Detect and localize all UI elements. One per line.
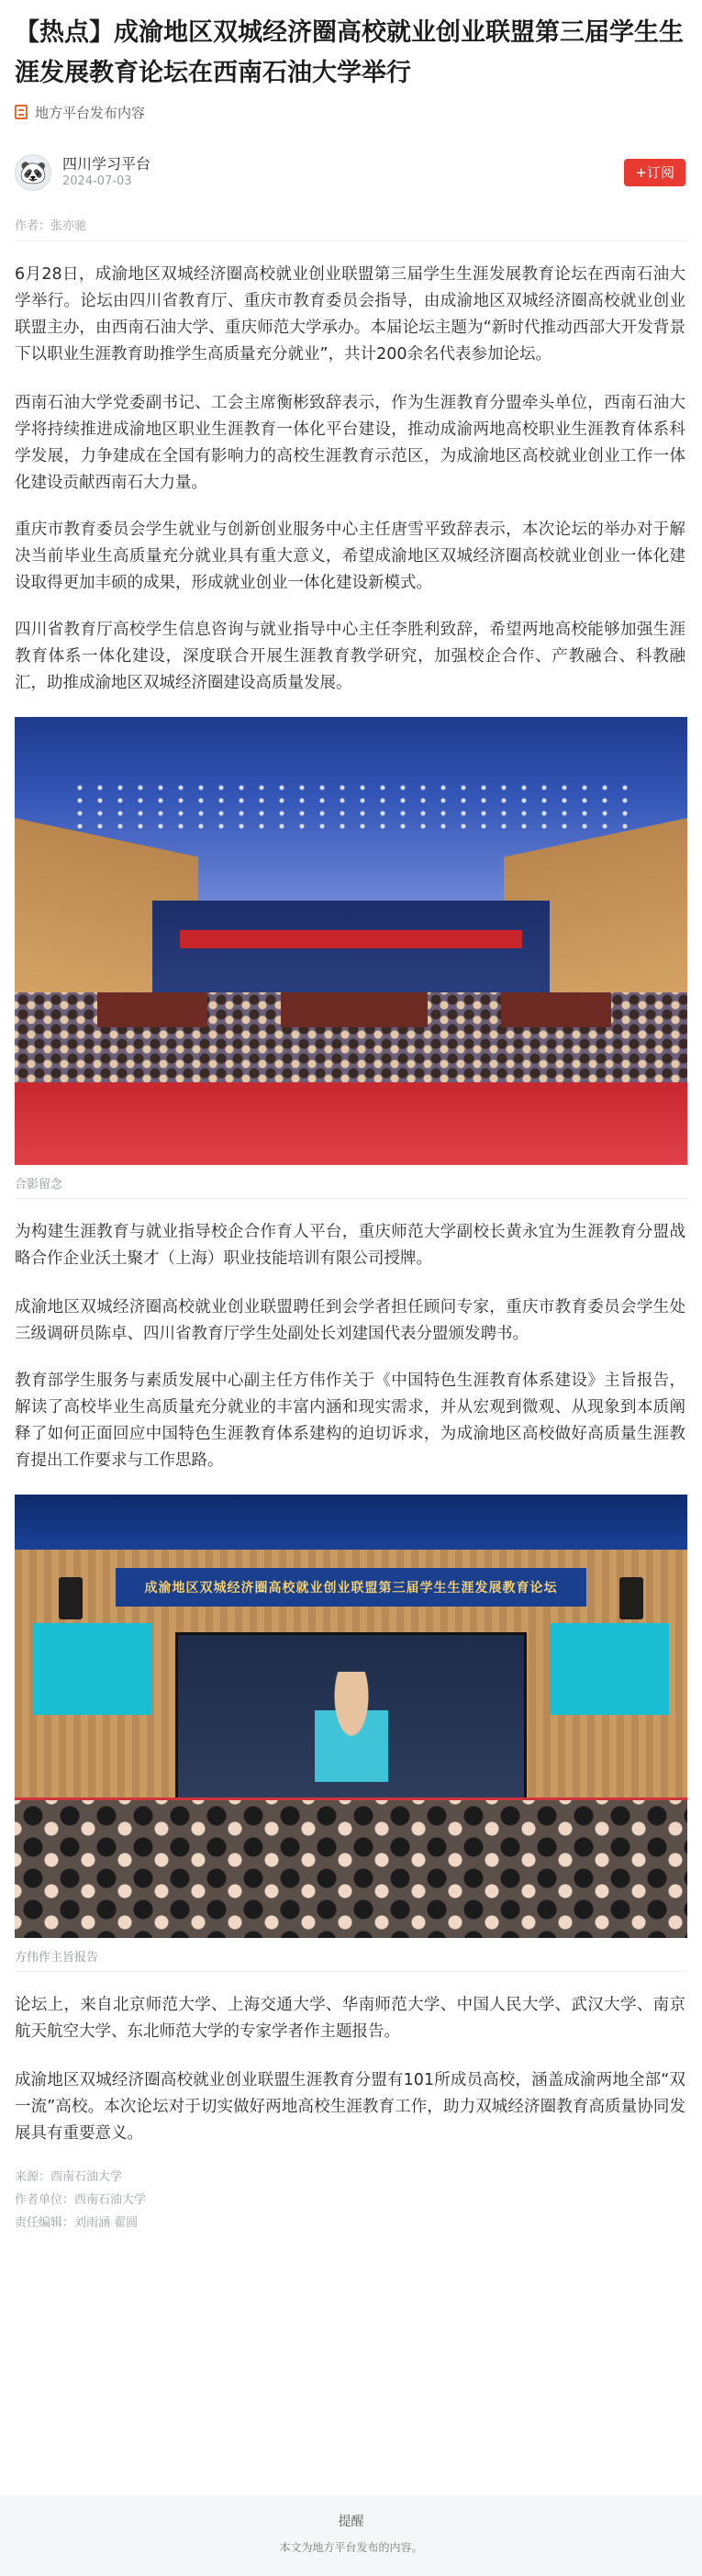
paragraph-6: 成渝地区双城经济圈高校就业创业联盟聘任到会学者担任顾问专家，重庆市教育委员会学生处三级调研员陈卓、四川省教育厅学生处副处长刘建国代表分盟颁发聘书。 [15,1298,685,1343]
photo-desk [281,992,428,1027]
photo-stage [152,901,550,1002]
photo-main-screen [175,1632,527,1802]
speech-photo[interactable] [15,1495,687,1938]
footer-meta [0,2147,702,2234]
photo-speaker-figure [315,1672,388,1782]
subscribe-button[interactable]: +订阅 [624,159,685,186]
divider [15,1971,687,1972]
writer-line: 作者：张亦驰 [15,219,87,233]
article-title: 【热点】成渝地区双城经济圈高校就业创业联盟第三届学生生涯发展教育论坛在西南石油大学举行 [15,18,684,87]
paragraph-5: 为构建生涯教育与就业指导校企合作育人平台，重庆师范大学副校长黄永宜为生涯教育分盟战略合作企业沃土聚才（上海）职业技能培训有限公司授牌。 [15,1223,685,1268]
notice-title: 提醒 [338,2514,364,2529]
paragraph-7: 教育部学生服务与素质发展中心副主任方伟作关于《中国特色生涯教育体系建设》主旨报告，解读了高校毕业生高质量充分就业的丰富内涵和现实需求，并从宏观到微观、从现象到本质阐释了如何正面回应中国特色生涯教育体系建构的迫切诉求，为成渝地区高校做好高质量生涯教育提出工作要求与工作思路。 [15,1372,685,1470]
photo-caption-2: 方伟作主旨报告 [15,1951,99,1965]
panda-avatar-icon: 🐼 [19,160,47,185]
photo-desk [501,992,611,1027]
photo-stage-banner [180,930,522,948]
photo-caption-1: 合影留念 [15,1178,63,1192]
paragraph-2: 西南石油大学党委副书记、工会主席衡彬致辞表示，作为生涯教育分盟牵头单位，西南石油大学将持续推进成渝地区职业生涯教育一体化平台建设，推动成渝两地高校职业生涯教育体系科学发展，力争建成在全国有影响力的高校生涯教育示范区，为成渝地区高校就业创业工作一体化建设贡献西南石大力量。 [15,394,685,492]
divider [15,1198,687,1199]
photo-ceiling-lights [70,781,632,836]
paragraph-3: 重庆市教育委员会学生就业与创新创业服务中心主任唐雪平致辞表示，本次论坛的举办对于解决当前毕业生高质量充分就业具有重大意义，希望成渝地区双城经济圈高校就业创业一体化建设取得更加丰硕的成果，形成就业创业一体化建设新模式。 [15,521,685,592]
footer-notice [0,2495,702,2576]
source-tag-label: 地方平台发布内容 [35,104,146,121]
author-row [0,145,702,200]
photo-ceiling [15,1495,687,1550]
footer-editor: 责任编辑：刘雨涵 翟圆 [15,2216,139,2230]
photo-side-screen [33,1623,152,1715]
avatar[interactable] [15,154,51,191]
photo-title-banner: 成渝地区双城经济圈高校就业创业联盟第三届学生生涯发展教育论坛 [116,1568,586,1607]
paragraph-8: 论坛上，来自北京师范大学、上海交通大学、华南师范大学、中国人民大学、武汉大学、南京航天航空大学、东北师范大学的专家学者作主题报告。 [15,1996,685,2041]
photo-speaker [59,1577,83,1619]
paragraph-4: 四川省教育厅高校学生信息咨询与就业指导中心主任李胜利致辞，希望两地高校能够加强生涯教育体系一体化建设，深度联合开展生涯教育教学研究，加强校企合作、产教融合、科教融汇，助推成渝地区双城经济圈建设高质量发展。 [15,621,685,692]
paragraph-1: 6月28日，成渝地区双城经济圈高校就业创业联盟第三届学生生涯发展教育论坛在西南石油大学举行。论坛由四川省教育厅、重庆市教育委员会指导，由成渝地区双城经济圈高校就业创业联盟主办，由西南石油大学、重庆师范大学承办。本届论坛主题为“新时代推动西部大开发背景下以职业生涯教育助推学生高质量充分就业”，共计200余名代表参加论坛。 [15,265,685,364]
photo-side-screen [550,1623,669,1715]
photo-audience [15,1800,687,1938]
photo-floor [15,1082,687,1165]
source-tag[interactable] [0,94,702,125]
document-icon [15,105,28,119]
author-meta [62,155,624,190]
footer-source: 来源：西南石油大学 [15,2170,123,2184]
footer-unit: 作者单位：西南石油大学 [15,2193,147,2207]
notice-text: 本文为地方平台发布的内容。 [279,2541,423,2554]
author-name[interactable]: 四川学习平台 [62,155,151,173]
photo-speaker [619,1577,643,1619]
publish-date: 2024-07-03 [62,174,132,188]
paragraph-9: 成渝地区双城经济圈高校就业创业联盟生涯教育分盟有101所成员高校，涵盖成渝两地全部“双一流”高校。本次论坛对于切实做好两地高校生涯教育工作，助力双城经济圈教育高质量协同发展具有重要意义。 [15,2071,685,2143]
photo-desk [97,992,207,1027]
group-photo[interactable] [15,717,687,1165]
